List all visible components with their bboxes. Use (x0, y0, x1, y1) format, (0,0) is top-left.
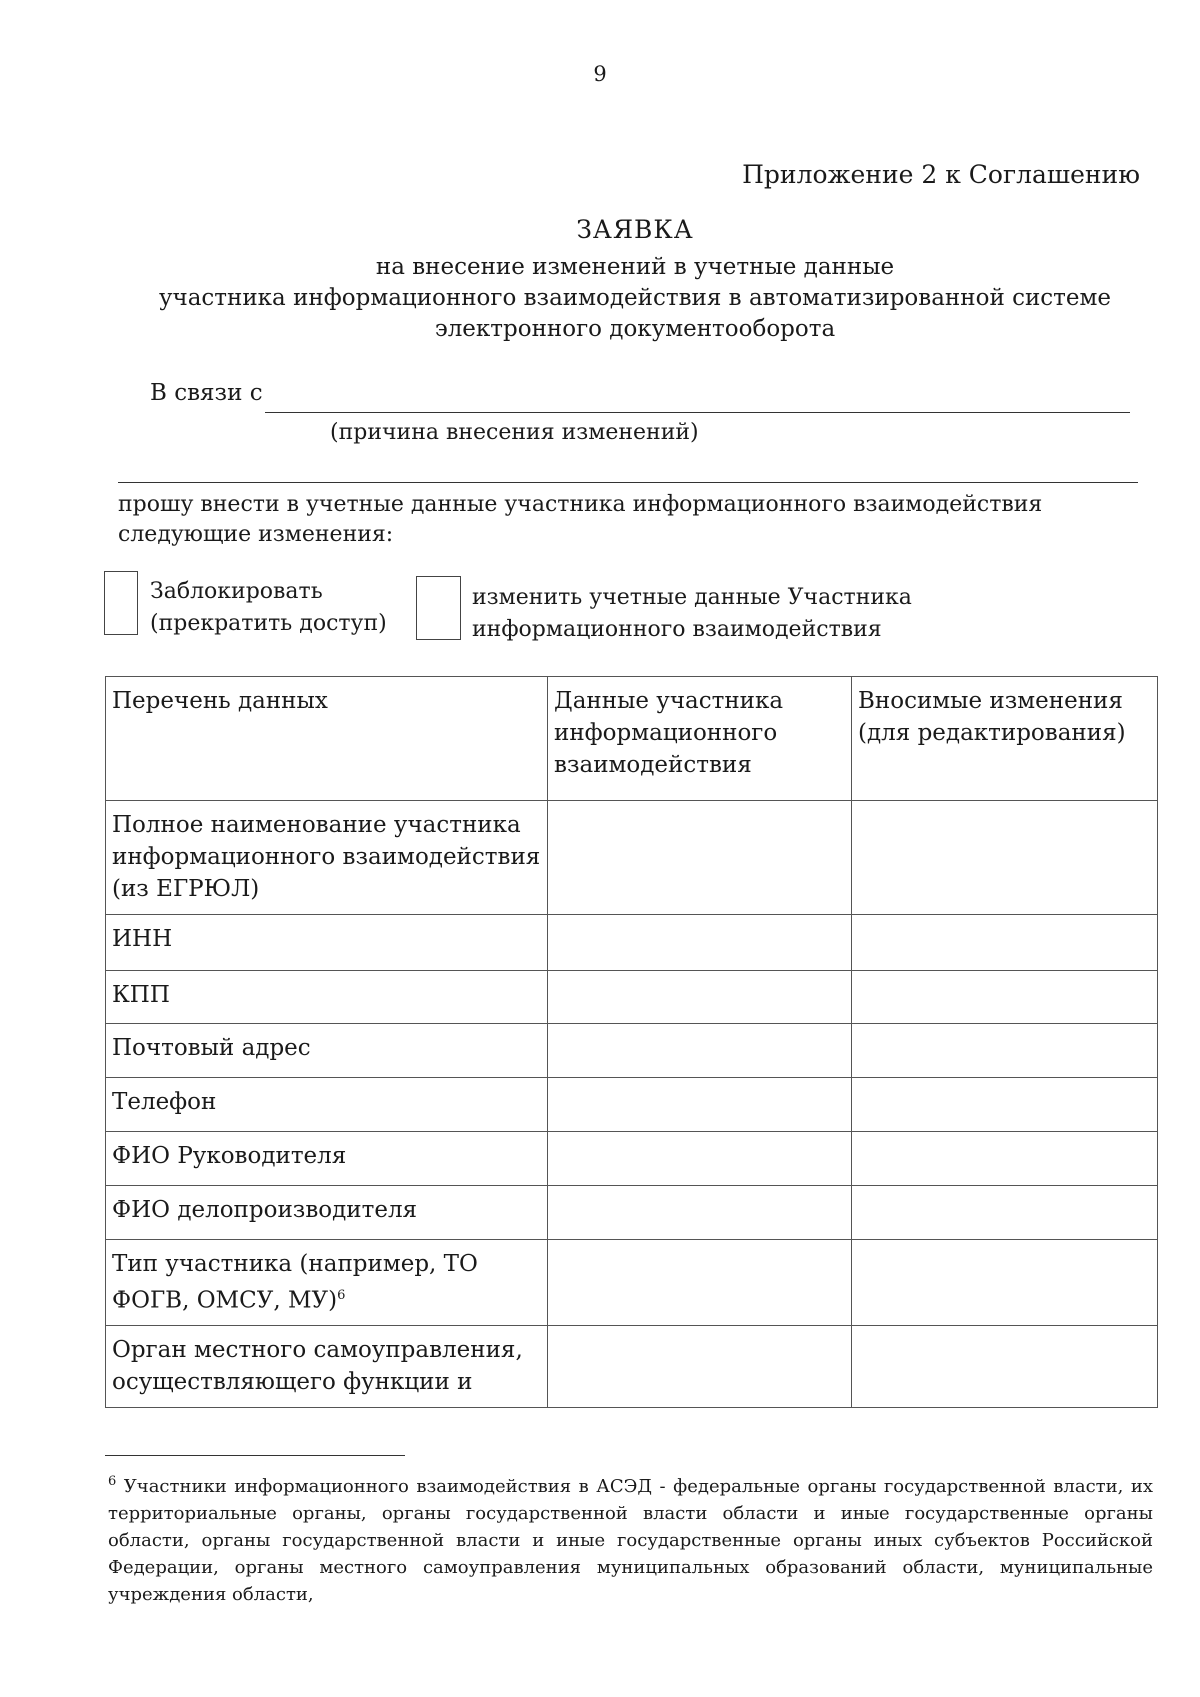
footnote-marker: 6 (108, 1474, 117, 1489)
table-row (106, 1325, 1158, 1407)
document-title: ЗАЯВКА (576, 215, 694, 244)
subtitle-line-1: на внесение изменений в учетные данные (375, 254, 895, 280)
current-value-cell[interactable] (548, 971, 852, 1024)
row-label: Тип участника (например, ТО ФОГВ, ОМСУ, МУ)$^6$ (106, 1240, 548, 1326)
table-row (106, 801, 1158, 915)
row-label: ФИО Руководителя (106, 1132, 548, 1186)
row-label: Почтовый адрес (106, 1024, 548, 1078)
table-header-row (106, 677, 1158, 801)
table-row (106, 1024, 1158, 1078)
header-current-data: Данные участника информационного взаимодействия (548, 677, 852, 801)
data-table (105, 676, 1158, 1408)
table-row (106, 1186, 1158, 1240)
table-row (106, 1240, 1158, 1326)
row-label: Полное наименование участника информационного взаимодействия (из ЕГРЮЛ) (106, 801, 548, 915)
header-changes: Вносимые изменения (для редактирования) (852, 677, 1158, 801)
footnote-reference[interactable]: 6 (337, 1288, 346, 1303)
row-label: КПП (106, 971, 548, 1024)
new-value-cell[interactable] (852, 1186, 1158, 1240)
new-value-cell[interactable] (852, 1132, 1158, 1186)
current-value-cell[interactable] (548, 801, 852, 915)
table-row (106, 1132, 1158, 1186)
change-data-label: изменить учетные данные Участника информационного взаимодействия (472, 585, 912, 642)
reason-caption: (причина внесения изменений) (330, 420, 699, 445)
current-value-cell[interactable] (548, 1078, 852, 1132)
subtitle-line-2: участника информационного взаимодействия в автоматизированной системе (158, 285, 1112, 311)
appendix-label: Приложение 2 к Соглашению (742, 160, 1140, 189)
block-access-label: Заблокировать (прекратить доступ) (150, 579, 387, 636)
current-value-cell[interactable] (548, 915, 852, 971)
footnote (108, 1468, 1153, 1608)
current-value-cell[interactable] (548, 1240, 852, 1326)
table-row (106, 915, 1158, 971)
row-label: Телефон (106, 1078, 548, 1132)
new-value-cell[interactable] (852, 1078, 1158, 1132)
current-value-cell[interactable] (548, 1186, 852, 1240)
block-access-checkbox[interactable] (104, 571, 138, 635)
new-value-cell[interactable] (852, 971, 1158, 1024)
reason-label: В связи с (150, 380, 263, 406)
reason-field[interactable] (265, 412, 1130, 413)
header-data-list: Перечень данных (106, 677, 548, 801)
footnote-separator (105, 1455, 405, 1456)
table-row (106, 971, 1158, 1024)
request-text: прошу внести в учетные данные участника информационного взаимодействия следующие изменения: (118, 492, 1043, 547)
reason-field-continued[interactable] (118, 482, 1138, 483)
subtitle-line-3: электронного документооборота (434, 316, 836, 342)
row-label: ФИО делопроизводителя (106, 1186, 548, 1240)
new-value-cell[interactable] (852, 801, 1158, 915)
current-value-cell[interactable] (548, 1024, 852, 1078)
new-value-cell[interactable] (852, 915, 1158, 971)
new-value-cell[interactable] (852, 1240, 1158, 1326)
page-number: 9 (593, 62, 607, 86)
footnote-text: Участники информационного взаимодействия в АСЭД - федеральные органы государственной власти, их территориальные органы, органы государственной власти области и иные государственные органы области, органы государственной власти и иные государственные органы иных субъектов Российской Федерации, органы местного самоуправления муниципальных образований области, муниципальные учреждения области, (108, 1476, 1153, 1605)
new-value-cell[interactable] (852, 1325, 1158, 1407)
change-data-checkbox[interactable] (416, 576, 461, 640)
row-label: Орган местного самоуправления, осуществляющего функции и (106, 1325, 548, 1407)
current-value-cell[interactable] (548, 1132, 852, 1186)
new-value-cell[interactable] (852, 1024, 1158, 1078)
document-subtitle (0, 252, 1200, 345)
current-value-cell[interactable] (548, 1325, 852, 1407)
row-label: ИНН (106, 915, 548, 971)
table-row (106, 1078, 1158, 1132)
